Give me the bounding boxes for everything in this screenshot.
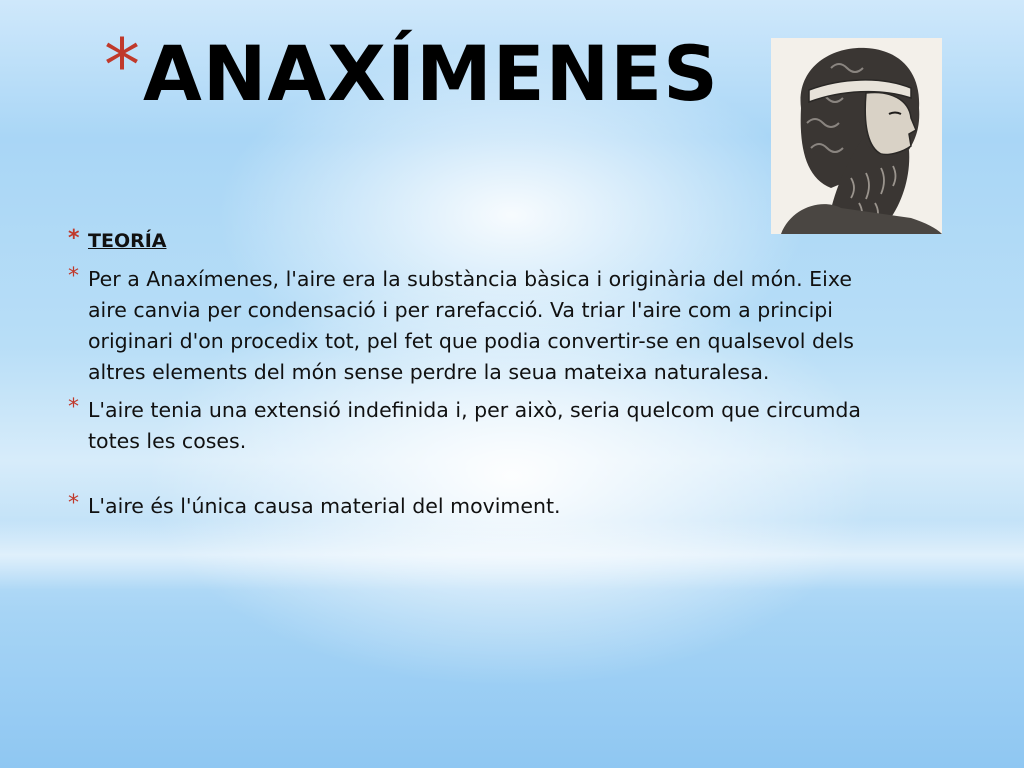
list-item <box>68 226 868 257</box>
slide-title <box>104 23 719 119</box>
list-item <box>68 491 868 522</box>
bullet-text: L'aire és l'única causa material del moviment. <box>88 494 561 518</box>
list-item <box>68 395 868 457</box>
title-bullet: * <box>104 23 141 107</box>
bullet-text-theory: TEORÍA <box>88 230 167 252</box>
bullet-text: Per a Anaxímenes, l'aire era la substància bàsica i originària del món. Eixe aire canvia per condensació i per rarefacció. Va triar l'aire com a principi originari d'on procedix tot, pel fet que podia convertir-se en qualsevol dels altres elements del món sense perdre la seua mateixa naturalesa. <box>88 267 854 384</box>
bullet-text: L'aire tenia una extensió indefinida i, per això, seria quelcom que circumda totes les coses. <box>88 398 861 453</box>
portrait-image <box>771 38 942 234</box>
background-light-band <box>0 520 1024 590</box>
bullet-list <box>68 226 868 529</box>
bullet-marker: * <box>68 226 80 251</box>
bullet-marker: * <box>68 491 79 516</box>
bullet-marker: * <box>68 395 79 420</box>
title-text: ANAXÍMENES <box>143 29 719 118</box>
philosopher-portrait-icon <box>771 38 942 234</box>
list-item <box>68 264 868 388</box>
bullet-marker: * <box>68 264 79 289</box>
